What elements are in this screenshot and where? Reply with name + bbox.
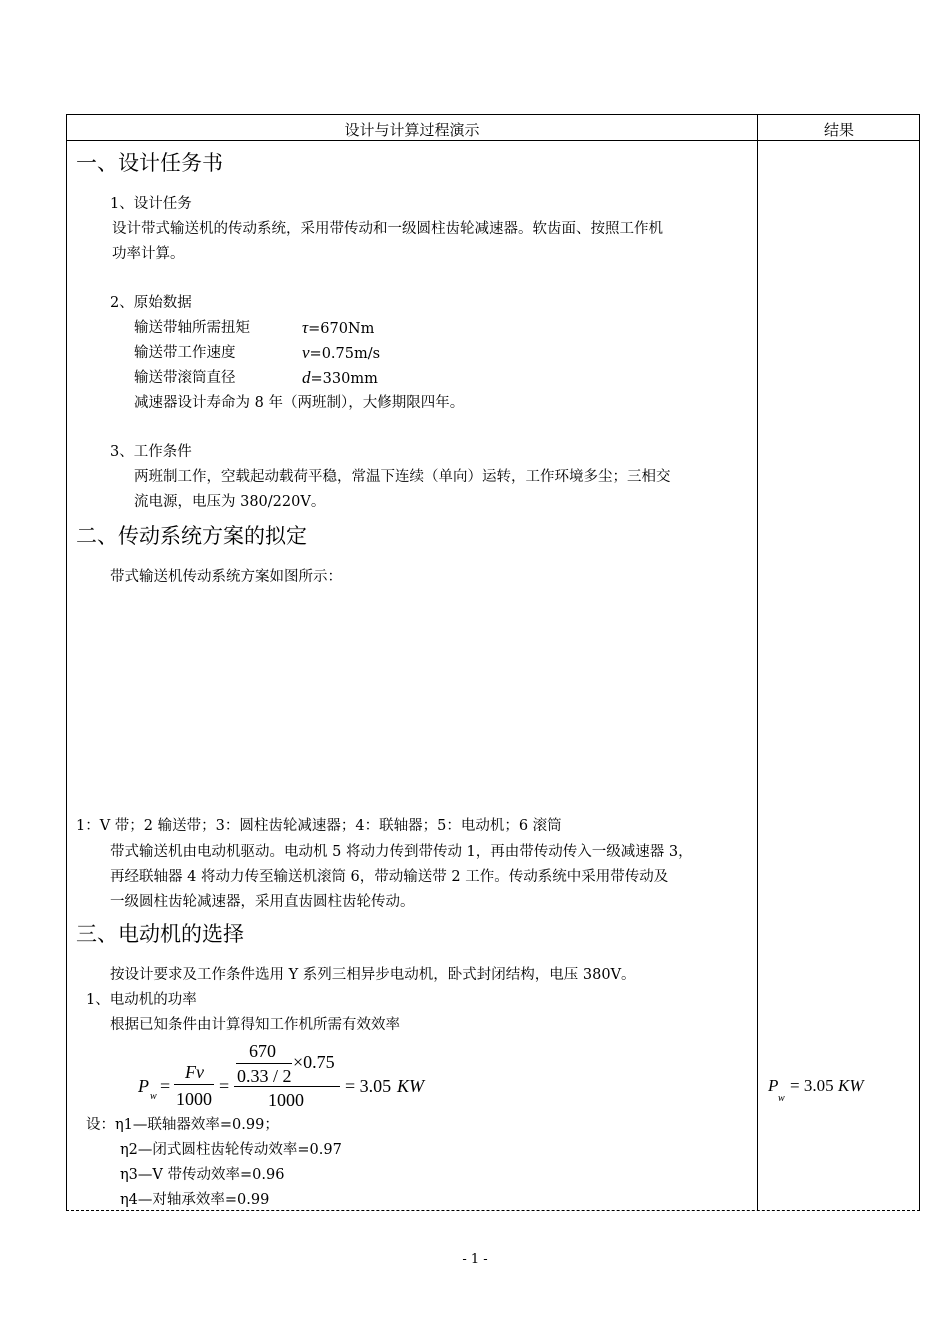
column-divider (757, 115, 758, 1210)
header-main: 设计与计算过程演示 (344, 121, 480, 139)
motor-power-desc: 根据已知条件由计算得知工作机所需有效效率 (110, 1017, 400, 1033)
task-line-1: 设计带式输送机的传动系统，采用带传动和一级圆柱齿轮减速器。软齿面、按照工作机 (112, 221, 663, 237)
header-result: 结果 (823, 121, 854, 139)
diameter-label: 输送带滚筒直径 (134, 370, 236, 386)
eta-line-4: η4—对轴承效率=0.99 (120, 1192, 270, 1208)
eta-line-2: η2—闭式圆柱齿轮传动效率=0.97 (120, 1142, 342, 1158)
fraction-bar-1 (174, 1084, 214, 1085)
torque-value: τ=670Nm (302, 318, 375, 337)
fraction-bar-2 (234, 1086, 340, 1087)
sub1-title: 1、设计任务 (110, 196, 192, 212)
sub2-title: 2、原始数据 (110, 295, 192, 311)
design-life: 减速器设计寿命为 8 年（两班制），大修期限四年。 (134, 395, 465, 411)
speed-label: 输送带工作速度 (134, 345, 236, 361)
diameter-value: d=330mm (302, 368, 378, 387)
condition-line-1: 两班制工作，空载起动载荷平稳，常温下连续（单向）运转，工作环境多尘；三相交 (134, 469, 671, 485)
page-number: - 1 - (462, 1252, 488, 1267)
scheme-desc-3: 一级圆柱齿轮减速器，采用直齿圆柱齿轮传动。 (110, 894, 415, 910)
section1-title: 一、设计任务书 (76, 151, 223, 175)
design-table (66, 114, 920, 1211)
torque-label: 输送带轴所需扭矩 (134, 320, 250, 336)
fraction-bar-inner (236, 1063, 292, 1064)
scheme-desc-2: 再经联轴器 4 将动力传至输送机滚筒 6，带动输送带 2 工作。传动系统中采用带传动及 (110, 869, 669, 885)
scheme-legend: 1：V 带；2 输送带；3：圆柱齿轮减速器；4：联轴器；5：电动机；6 滚筒 (76, 818, 562, 834)
eta-line-3: η3—V 带传动效率=0.96 (120, 1167, 285, 1183)
sub3-title: 3、工作条件 (110, 444, 192, 460)
condition-line-2: 流电源，电压为 380/220V。 (134, 494, 326, 510)
header-divider (67, 140, 919, 141)
eta-line-1: 设：η1—联轴器效率=0.99； (86, 1117, 279, 1133)
motor-power-title: 1、电动机的功率 (86, 992, 197, 1008)
motor-intro: 按设计要求及工作条件选用 Y 系列三相异步电动机，卧式封闭结构，电压 380V。 (110, 967, 636, 983)
scheme-intro: 带式输送机传动系统方案如图所示： (110, 569, 342, 585)
speed-value: ν=0.75m/s (302, 343, 381, 362)
section3-title: 三、电动机的选择 (76, 922, 244, 946)
scheme-desc-1: 带式输送机由电动机驱动。电动机 5 将动力传到带传动 1，再由带传动传入一级减速器 3， (110, 844, 693, 860)
section2-title: 二、传动系统方案的拟定 (76, 524, 307, 548)
task-line-2: 功率计算。 (112, 246, 185, 262)
